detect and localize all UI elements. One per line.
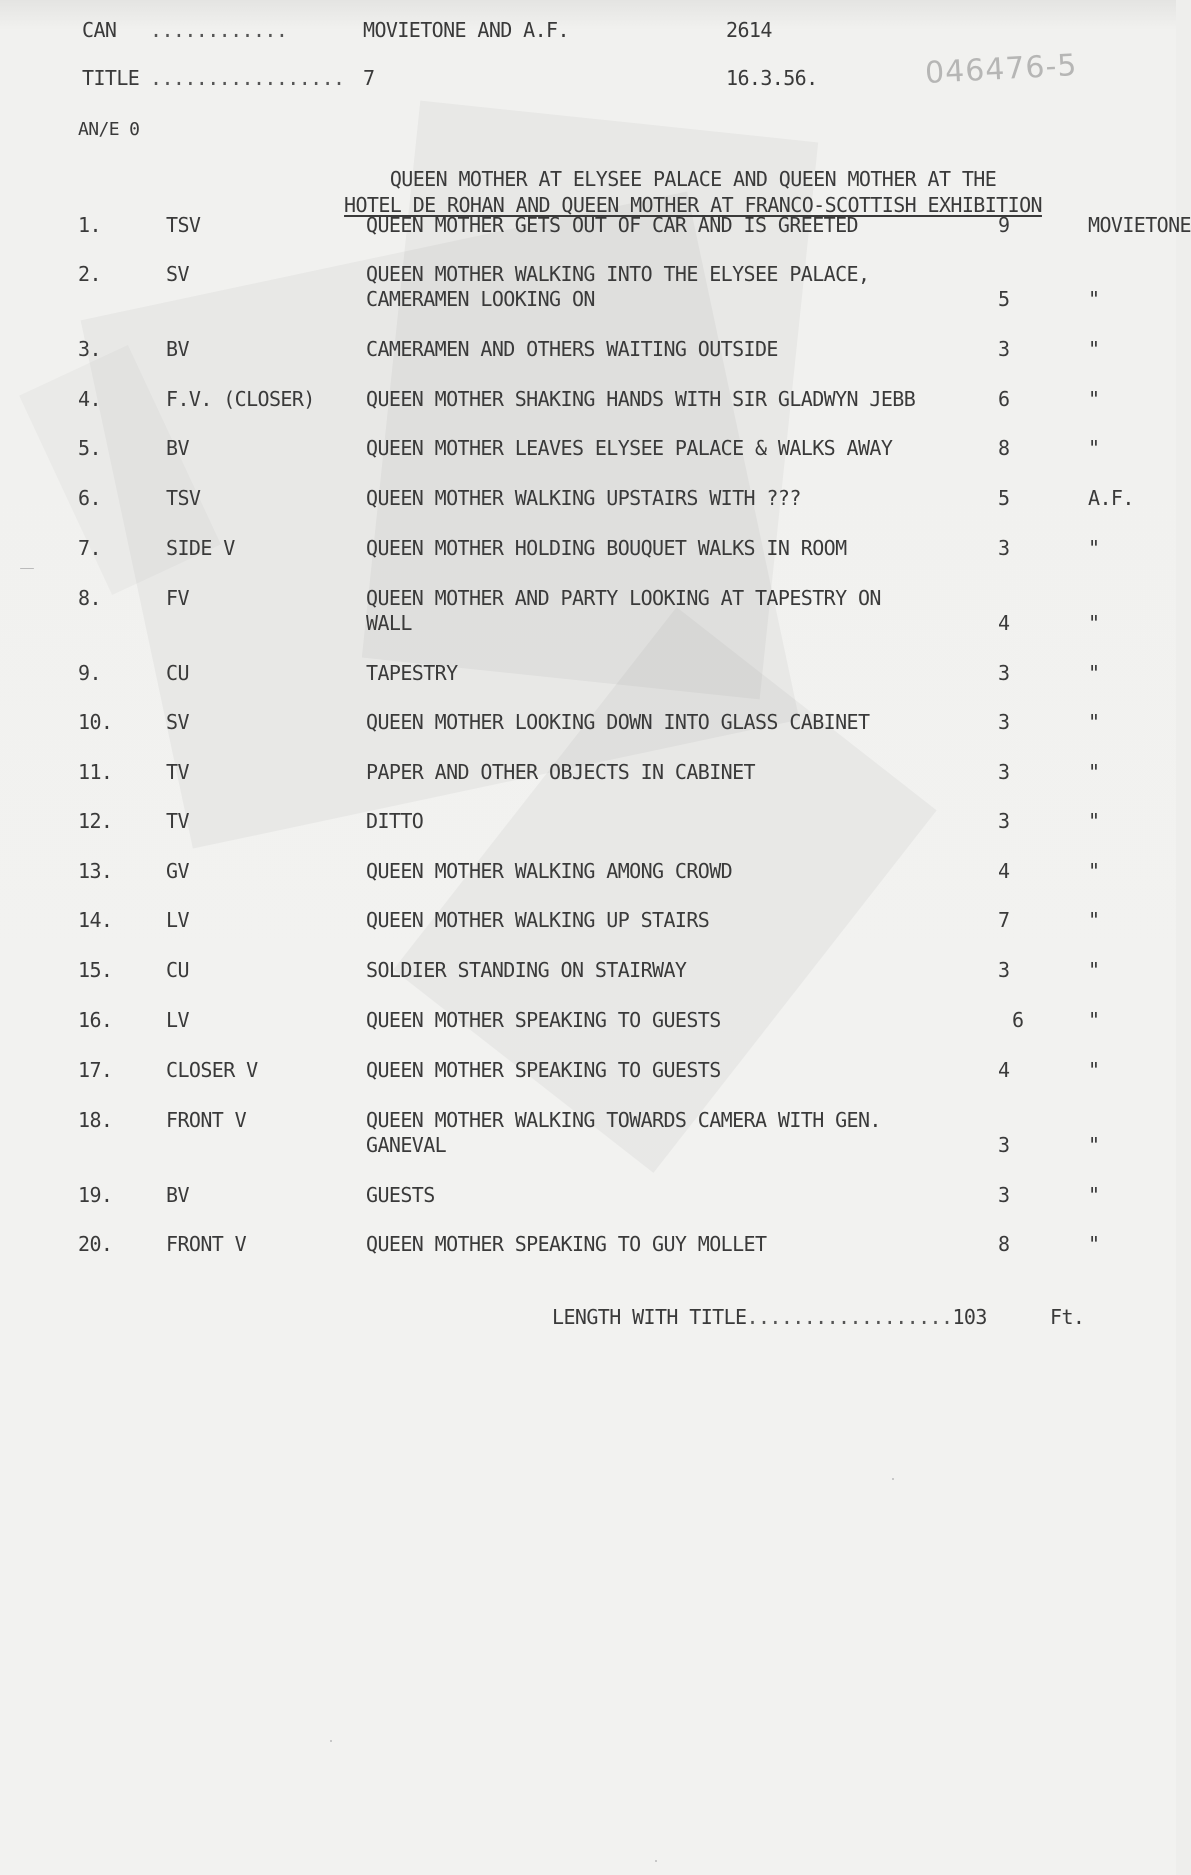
shot-source: ": [1088, 536, 1100, 560]
story-heading-line-1: QUEEN MOTHER AT ELYSEE PALACE AND QUEEN MOTHER AT THE: [389, 167, 997, 191]
shot-number: 15.: [78, 958, 113, 982]
story-heading-line-2: HOTEL DE ROHAN AND QUEEN MOTHER AT FRANCO-SCOTTISH EXHIBITION: [344, 193, 1042, 217]
shot-length: 4: [998, 1058, 1010, 1082]
title-value: 7: [363, 66, 375, 90]
an-label: AN/E 0: [78, 119, 140, 140]
shot-type: FRONT V: [166, 1232, 247, 1256]
can-dots: ............: [150, 18, 288, 42]
shot-length: 9: [998, 213, 1010, 237]
can-label: CAN: [82, 18, 117, 42]
shot-type: BV: [166, 1183, 189, 1207]
shot-source: ": [1088, 859, 1100, 883]
shot-source: ": [1088, 611, 1100, 635]
can-value: MOVIETONE AND A.F.: [363, 18, 569, 42]
shot-description: QUEEN MOTHER AND PARTY LOOKING AT TAPESTRY ON WALL: [366, 586, 881, 635]
shot-source: ": [1088, 809, 1100, 833]
shot-row: [0, 710, 1176, 734]
shot-type: CLOSER V: [166, 1058, 258, 1082]
shot-description: QUEEN MOTHER WALKING UPSTAIRS WITH ???: [366, 486, 801, 510]
shot-description: QUEEN MOTHER LEAVES ELYSEE PALACE & WALKS AWAY: [366, 436, 893, 460]
shot-length: 3: [998, 1183, 1010, 1207]
shot-type: F.V. (CLOSER): [166, 387, 315, 411]
shot-number: 6.: [78, 486, 101, 510]
length-with-title: [552, 1305, 987, 1329]
shot-number: 1.: [78, 213, 101, 237]
shot-source: ": [1088, 1183, 1100, 1207]
shot-description: SOLDIER STANDING ON STAIRWAY: [366, 958, 687, 982]
shot-number: 3.: [78, 337, 101, 361]
shot-type: TV: [166, 760, 189, 784]
shot-row: [0, 436, 1176, 460]
shot-description: QUEEN MOTHER SPEAKING TO GUESTS: [366, 1058, 721, 1082]
shot-type: FRONT V: [166, 1108, 247, 1132]
title-label: TITLE: [82, 66, 140, 90]
shot-source: ": [1088, 1008, 1100, 1032]
shot-row: [0, 1108, 1176, 1157]
shot-description: QUEEN MOTHER LOOKING DOWN INTO GLASS CABINET: [366, 710, 870, 734]
shot-length: 3: [998, 809, 1010, 833]
shot-type: FV: [166, 586, 189, 610]
shot-type: GV: [166, 859, 189, 883]
shot-number: 5.: [78, 436, 101, 460]
shot-description: GUESTS: [366, 1183, 435, 1207]
handwritten-reference: 046476-5: [924, 48, 1079, 91]
shot-row: [0, 486, 1176, 510]
shot-row: [0, 859, 1176, 883]
shot-source: ": [1088, 287, 1100, 311]
shot-source: ": [1088, 337, 1100, 361]
shot-length: 8: [998, 1232, 1010, 1256]
shot-type: SV: [166, 710, 189, 734]
shot-row: [0, 1183, 1176, 1207]
shot-length: 4: [998, 611, 1010, 635]
shot-type: BV: [166, 337, 189, 361]
shot-type: TSV: [166, 213, 201, 237]
shot-type: SIDE V: [166, 536, 235, 560]
shot-description: QUEEN MOTHER WALKING TOWARDS CAMERA WITH GEN. GANEVAL: [366, 1108, 881, 1157]
shot-description: QUEEN MOTHER SPEAKING TO GUY MOLLET: [366, 1232, 767, 1256]
shot-description: CAMERAMEN AND OTHERS WAITING OUTSIDE: [366, 337, 778, 361]
shot-length: 3: [998, 1133, 1010, 1157]
shot-length: 8: [998, 436, 1010, 460]
shot-row: [0, 387, 1176, 411]
shot-description: QUEEN MOTHER GETS OUT OF CAR AND IS GREETED: [366, 213, 858, 237]
shot-description: QUEEN MOTHER WALKING UP STAIRS: [366, 908, 710, 932]
shot-source: MOVIETONE: [1088, 213, 1191, 237]
shot-length: 3: [998, 536, 1010, 560]
shot-source: ": [1088, 710, 1100, 734]
shot-description: QUEEN MOTHER HOLDING BOUQUET WALKS IN ROOM: [366, 536, 847, 560]
length-dots: ..................: [746, 1305, 953, 1329]
shot-row: [0, 1232, 1176, 1256]
shot-row: [0, 536, 1176, 560]
shot-description: DITTO: [366, 809, 424, 833]
shot-type: TSV: [166, 486, 201, 510]
shot-source: ": [1088, 1058, 1100, 1082]
shot-row: [0, 958, 1176, 982]
shot-length: 3: [998, 958, 1010, 982]
shot-number: 12.: [78, 809, 113, 833]
shot-length: 6: [1012, 1008, 1024, 1032]
shot-length: 3: [998, 337, 1010, 361]
shot-type: LV: [166, 908, 189, 932]
shot-number: 2.: [78, 262, 101, 286]
shot-source: ": [1088, 436, 1100, 460]
shot-number: 14.: [78, 908, 113, 932]
paper-speck: [655, 1860, 657, 1862]
shot-description: QUEEN MOTHER SHAKING HANDS WITH SIR GLADWYN JEBB: [366, 387, 916, 411]
shot-type: BV: [166, 436, 189, 460]
shot-type: TV: [166, 809, 189, 833]
shot-length: 4: [998, 859, 1010, 883]
shot-number: 17.: [78, 1058, 113, 1082]
shot-description: QUEEN MOTHER WALKING INTO THE ELYSEE PALACE, CAMERAMEN LOOKING ON: [366, 262, 870, 311]
shot-type: CU: [166, 661, 189, 685]
shot-length: 3: [998, 760, 1010, 784]
shot-number: 11.: [78, 760, 113, 784]
paper-speck: [892, 1478, 894, 1480]
shot-source: ": [1088, 760, 1100, 784]
film-number: 2614: [726, 18, 772, 42]
shot-row: [0, 337, 1176, 361]
paper-speck: [330, 1740, 332, 1742]
shot-source: A.F.: [1088, 486, 1134, 510]
shot-row: [0, 760, 1176, 784]
shot-row: [0, 809, 1176, 833]
shot-source: ": [1088, 661, 1100, 685]
shot-row: [0, 908, 1176, 932]
shot-length: 3: [998, 710, 1010, 734]
shot-length: 3: [998, 661, 1010, 685]
shot-number: 16.: [78, 1008, 113, 1032]
length-unit: Ft.: [1050, 1305, 1085, 1329]
shot-source: ": [1088, 1232, 1100, 1256]
shot-source: ": [1088, 1133, 1100, 1157]
title-dots: .................: [150, 66, 345, 90]
bleed-through-shadow: [393, 607, 936, 1173]
shot-number: 19.: [78, 1183, 113, 1207]
story-heading: [313, 166, 1073, 218]
shot-number: 13.: [78, 859, 113, 883]
document-date: 16.3.56.: [726, 66, 818, 90]
shot-row: [0, 1008, 1176, 1032]
shot-number: 9.: [78, 661, 101, 685]
length-value: 103: [952, 1305, 987, 1329]
shot-description: QUEEN MOTHER SPEAKING TO GUESTS: [366, 1008, 721, 1032]
shot-row: [0, 1058, 1176, 1082]
shot-row: [0, 213, 1191, 237]
shot-source: ": [1088, 908, 1100, 932]
shot-row: [0, 661, 1176, 685]
shot-source: ": [1088, 958, 1100, 982]
length-label: LENGTH WITH TITLE: [552, 1305, 747, 1329]
shot-length: 5: [998, 287, 1010, 311]
shot-number: 18.: [78, 1108, 113, 1132]
shot-number: 4.: [78, 387, 101, 411]
shot-type: CU: [166, 958, 189, 982]
shot-length: 6: [998, 387, 1010, 411]
shot-type: SV: [166, 262, 189, 286]
shot-number: 8.: [78, 586, 101, 610]
shot-number: 20.: [78, 1232, 113, 1256]
shot-description: TAPESTRY: [366, 661, 458, 685]
shot-row: [0, 262, 1176, 311]
shot-description: PAPER AND OTHER OBJECTS IN CABINET: [366, 760, 755, 784]
shot-number: 10.: [78, 710, 113, 734]
paper-mark: [20, 568, 34, 569]
shot-length: 7: [998, 908, 1010, 932]
shot-type: LV: [166, 1008, 189, 1032]
shot-length: 5: [998, 486, 1010, 510]
shot-source: ": [1088, 387, 1100, 411]
shot-row: [0, 586, 1176, 635]
shot-number: 7.: [78, 536, 101, 560]
shot-description: QUEEN MOTHER WALKING AMONG CROWD: [366, 859, 733, 883]
